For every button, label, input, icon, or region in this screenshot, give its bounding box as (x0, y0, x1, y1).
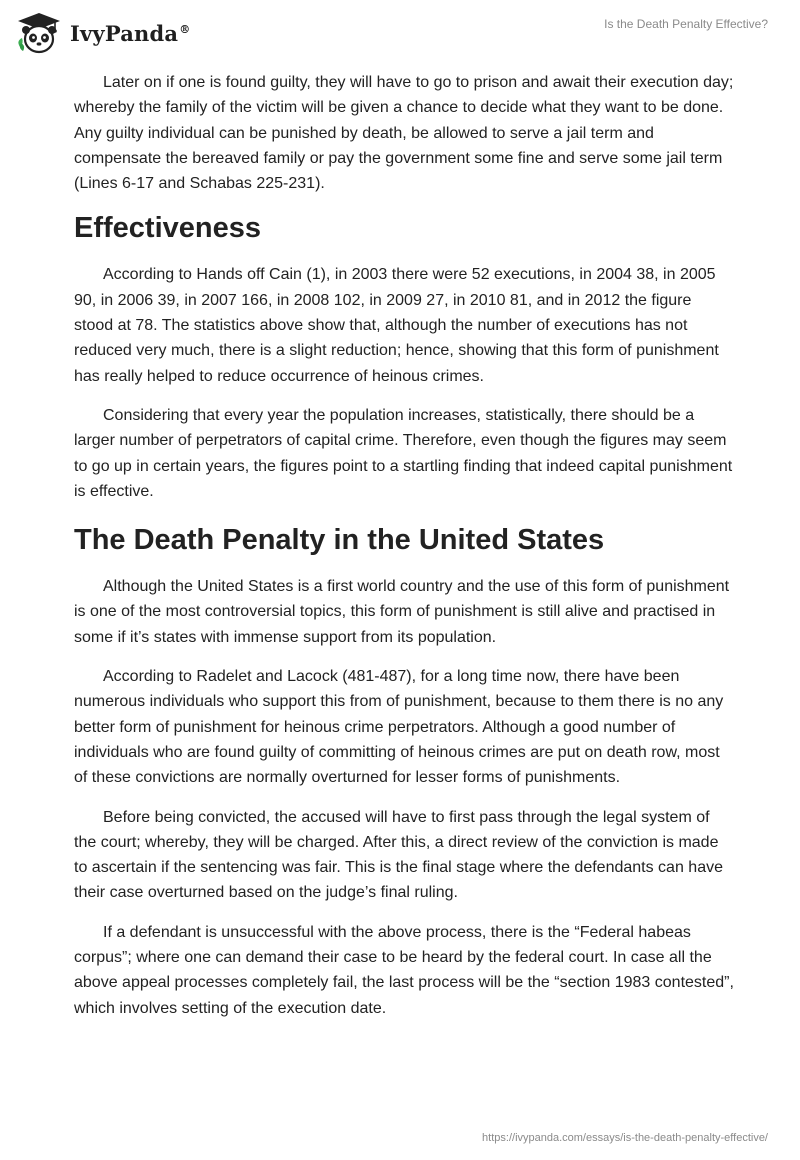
page-header (0, 0, 800, 60)
paragraph: According to Hands off Cain (1), in 2003 there were 52 executions, in 2004 38, in 2005 90, in 2006 39, in 2007 166, in 2008 102, in 2009 27, in 2010 81, and in 2012 the figure stood at 78. The statistics above show that, although the number of executions has not reduced very much, there is a slight reduction; hence, showing that this form of punishment has really helped to reduce occurrence of heinous crimes. (74, 266, 719, 385)
registered-mark: ® (179, 22, 191, 36)
paragraph: Although the United States is a first world country and the use of this form of punishment is one of the most controversial topics, this form of punishment is still alive and practised in some if it’s states with immense support from its population. (74, 578, 730, 646)
essay-content (74, 70, 734, 1035)
brand-logo[interactable] (14, 8, 190, 58)
paragraph: Considering that every year the population increases, statistically, there should be a larger number of perpetrators of capital crime. Therefore, even though the figures may seem to go up in certain years, the figures point to a startling finding that indeed capital punishment is effective. (74, 406, 733, 500)
paragraph: Later on if one is found guilty, they will have to go to prison and await their execution day; whereby the family of the victim will be given a chance to decide what they want to be done. Any guilty individual can be punished by death, be allowed to serve a jail term and compensate the bereaved family or pay the government some fine and serve some jail term (Lines 6-17 and Schabas 225-231). (74, 74, 734, 193)
source-url[interactable]: https://ivypanda.com/essays/is-the-death-penalty-effective/ (482, 1132, 768, 1144)
paragraph: Before being convicted, the accused will have to first pass through the legal system of the court; whereby, they will be charged. After this, a direct review of the conviction is made to ascertain if the sentencing was fair. This is the final stage where the defendants can have their case overturned based on the judge’s final ruling. (74, 808, 723, 902)
section-heading-effectiveness: Effectiveness (74, 212, 261, 245)
paragraph: If a defendant is unsuccessful with the above process, there is the “Federal habeas corpus”; where one can demand their case to be heard by the federal court. In case all the above appeal processes completely fail, the last process will be the “section 1983 contested”, which involves setting of the execution date. (74, 923, 734, 1017)
brand-name: IvyPanda® (70, 20, 191, 46)
paragraph: According to Radelet and Lacock (481-487), for a long time now, there have been numerous individuals who support this from of punishment, because to them there is no any better form of punishment for heinous crime perpetrators. Although a good number of individuals who are found guilty of committing of heinous crimes are put on death row, most of these convictions are normally overturned for lesser forms of punishments. (74, 668, 724, 787)
section-heading-united-states: The Death Penalty in the United States (74, 524, 605, 557)
panda-logo-icon (14, 11, 64, 55)
document-title: Is the Death Penalty Effective? (604, 17, 768, 31)
